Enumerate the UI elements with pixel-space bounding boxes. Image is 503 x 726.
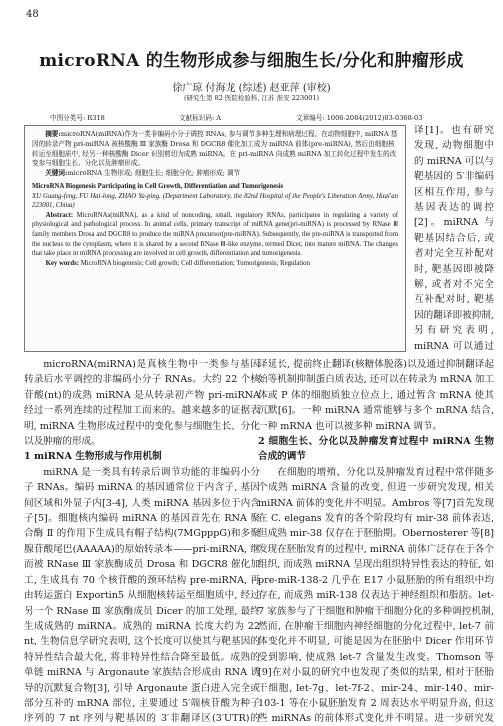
abstract-box — [24, 125, 406, 352]
abstract-en-title: MicroRNA Biogenesis Participating in Cell Growth, Differentiation and Tumorigenesis — [32, 182, 284, 190]
abstract-en-authors: XU Guang-feng, FU Hai-long, ZHAO Ya-ping. (Department Laboratory, the 82nd Hospital of the People's Liberation Army, Huai'an 223001, China) — [32, 192, 398, 210]
affiliation-line: (研究生第 82 医院检验科, 江苏 淮安 223001) — [183, 94, 320, 102]
right-top-column — [414, 123, 494, 355]
abstract-cn-text: microRNA(miRNA)作为一类非编码小分子调控 RNAs, 参与调节多种生理和病理过程。在动物细胞中, miRNA 基因的转录产物 pri-miRNA 被核酸酶 Ⅲ 家族酶 Drosa 和 DGCR8 催化加工成为 miRNA 前体(pre-miRNA), 然后由细胞核转运至细胞质中, 经另一种核酸酶 Dicer 识别剪切为成熟 miRNA。在 pri-miRNA 向成熟 miRNA 加工转化过程中发生的改变参与细胞生长、分化以及肿瘤形成。 — [32, 130, 398, 168]
right-top-text: 译[1]。也有研究发现, 动物细胞中的 miRNA 可以与靶基因的 5′非编码区相互作用, 参与基因表达的调控[2]。miRNA 与靶基因结合后, 或者对完全互补配对时, 靶基因即被降解, 或者对不完全互补配对时, 靶基因的翻译即被抑制, 另有研究表明, miRNA 可以通过 — [414, 125, 494, 352]
article-number: 文章编号: 1006-2084(2012)03-0368-03 — [296, 114, 423, 122]
section-1-heading: 1 miRNA 生物形成与作用机制 — [24, 451, 162, 463]
keywords-cn — [32, 169, 398, 179]
article-title: microRNA 的生物形成参与细胞生长/分化和肿瘤形成 — [39, 51, 464, 71]
left-column — [24, 357, 260, 726]
authors-line: 徐广琼 付海龙 (综述) 赵亚萍 (审校) — [172, 83, 331, 94]
section-2-heading: 2 细胞生长、分化以及肿瘤发育过程中 miRNA 生物合成的调节 — [258, 436, 494, 463]
abstract-cn — [32, 130, 398, 169]
abstract-en-label: Abstract: — [45, 211, 74, 219]
section-1-continued: 译延长, 提前终止翻译(核糖体脱落)以及通过抑制翻译起始等机制抑制蛋白质表达, 还可以在转录为 mRNA 加工体或 P 体的细胞质独立位点上, 通过暂含 mRNA 使其沉默[6]。一种 miRNA 通常能够与多个 mRNA 结合, 一种 mRNA 也可以被多种 miRNA 调节。 — [258, 359, 494, 432]
section-1-body: miRNA 是一类具有转录后调节功能的非编码小分子 RNAs。编码 miRNA 的基因通常位于内含子, 基因间区域和外显子内[3-4], 人类 miRNA 基因多位于内含子[5]。细胞核内编码 miRNA 的基因首先在 RNA 聚合酶 Ⅱ 的作用下生成具有帽子结构(7MGpppG)和多聚腺苷酸尾巴(AAAAA)的原始转录本——pri-miRNA, 继而被 RNase Ⅲ 家族酶成员 Drosa 和 DGCR8 催化加工, 生成具有 70 个核苷酸的颈环结构 pre-miRNA, 再由转运蛋白 Exportin5 从细胞核转运至细胞质中, 经过另一个 RNase Ⅲ 家族酶成员 Dicer 的加工处理, 最终生成成熟的 miRNA。成熟的 miRNA 长度大约为 22 nt, 生物信息学研究表明, 这个长度可以使其与靶基因的特异性结合最大化, 将非特异性结合降至最低。成熟的单链 miRNA 与 Argonaute 家族结合形成由 RNA 诱导的沉默复合物[3], 引导 Argonaute 蛋白进入完全或部分互补的 mRNA 部位, 主要通过 5′端核苷酸为种子序列的 7 nt 序列与靶基因的 3′非翻译区(3′UTR)的 — [24, 466, 260, 725]
abstract-en-text: MicroRNAs(miRNA), as a kind of noncoding, small, regulatory RNAs, participates in regulating a variety of physiological and pathological process. In animal cells, primary transcript of miRNA gene(pri-miRNA) is processed by RNase Ⅲ family members Drosa and DGCR8 to produce the miRNA precursor(pre-miRNA). Subsequently, the pre-miRNA is transported from the nucleus to the cytoplasm, where it is shared by a second RNase Ⅲ-like enzyme, termed Dicer, into mature miRNA. The changes that take place in miRNA processing are involved in cell growth, differentiation and tumorigenesis. — [32, 211, 399, 258]
keywords-en-text: MicroRNA biogenesis; Cell growth; Cell differentiation; Tumorigenesis; Regulation — [80, 259, 310, 267]
keywords-cn-text: microRNA 生物形成; 细胞生长; 细胞分化; 肿瘤形成; 调节 — [67, 169, 241, 178]
intro-paragraph: microRNA(miRNA)是真核生物中一类参与基因转录后水平调控的非编码小分子 RNAs。大约 22 个核苷酸(nt)的成熟 miRNA 是从转录初产物 pri-miRNA 经过一系列连续的过程加工而来的。越来越多的证据表明, miRNA 生物形成过程中的变化参与细胞生长、分化以及肿瘤的形成。 — [24, 359, 260, 448]
keywords-en — [32, 259, 398, 269]
keywords-cn-label: 关键词: — [45, 169, 68, 178]
abstract-en — [32, 211, 398, 259]
document-code: 文献标识码: A — [179, 114, 222, 122]
clc-number: 中图分类号: R318 — [50, 114, 105, 122]
keywords-en-label: Key words: — [45, 259, 80, 267]
right-column — [258, 357, 494, 726]
section-2-body: 在细胞的增殖、分化以及肿瘤发育过程中常伴随多个成熟 miRNA 含量的改变, 但进一步研究发现, 相关 miRNA 前体的变化并不明显。Ambros 等[7]首先发现在 C. elegans 发育的各个阶段均有 mir-38 前体表达, 但成熟 mir-38 仅存在于胚胎期。Obernosterer 等[8]发现在胚胎发育的过程中, miRNA 前体广泛存在于各个组织, 而成熟 miRNA 呈现出组织特异性表达的特征, 如 pre-miR-138-2 几乎在 E17 小鼠胚胎的所有组织中均存在, 而成熟 miR-138 仅表达于神经组织和脂肪。let-7 家族参与了干细胞和肿瘤干细胞分化的多种调控机制, 然而, 在肿瘤干细胞内神经细胞的分化过程中, let-7 前体变化并不明显, 可能是因为在胚胎中 Dicer 作用环节受到影响, 使成熟 let-7 含量发生改变。Thomson 等[9]在对小鼠的研究中也发现了类似的结果, 相对于胚胎干细胞, let-7g、let-7f-2、mir-24、mir-140、mir-103-1 等在小鼠胚胎发育 2 周表达水平明显升高, 但这些 miRNAs 的前体形式变化并不明显。进一步研究发 — [258, 466, 494, 725]
page-number: 48 — [26, 9, 39, 20]
abstract-cn-label: 摘要: — [45, 130, 61, 138]
